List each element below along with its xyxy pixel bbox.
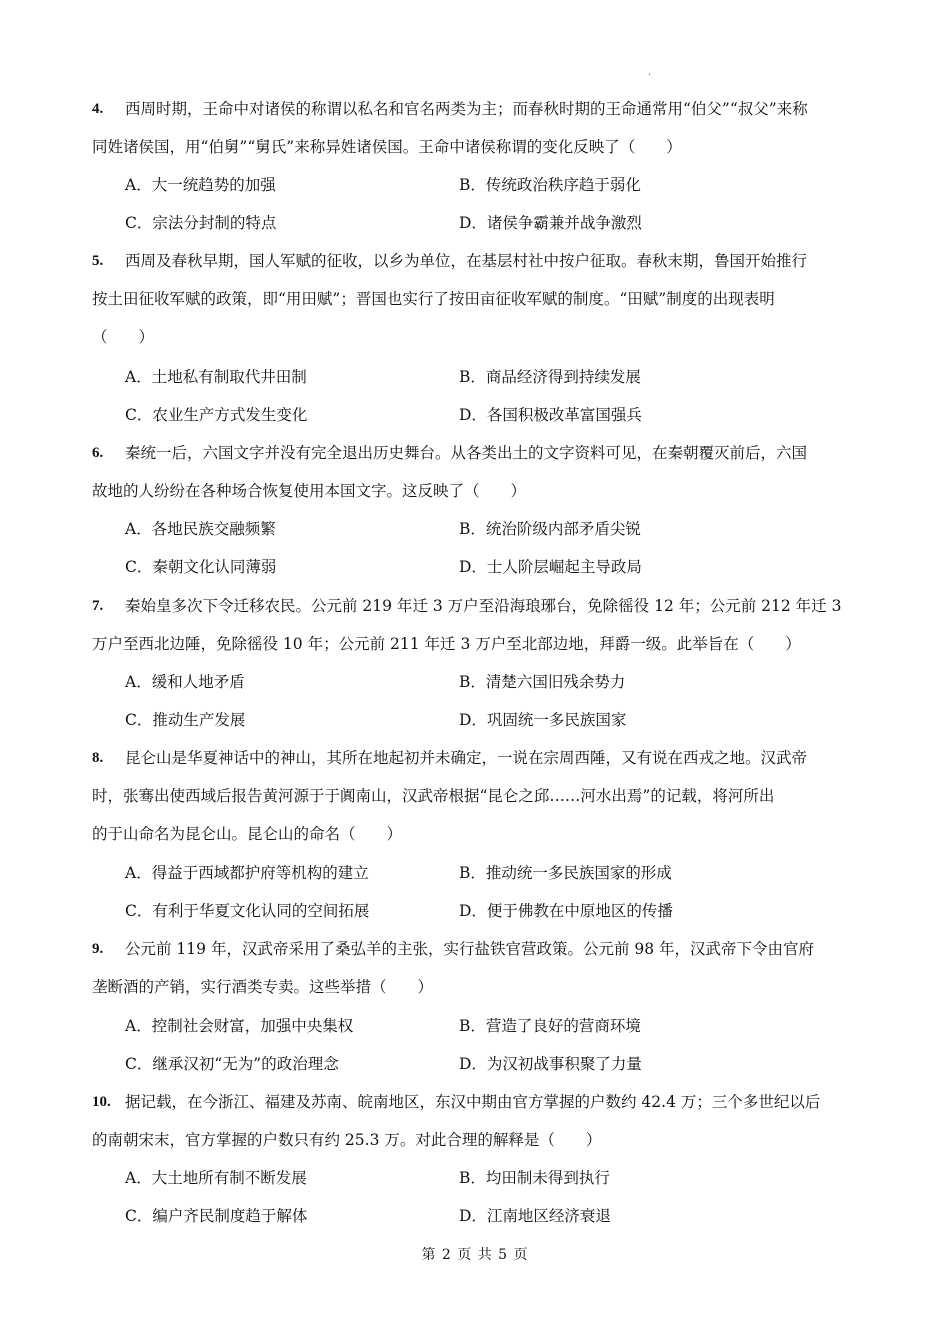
- option-row: [125, 1007, 860, 1045]
- page-footer: 第 2 页 共 5 页: [421, 1247, 529, 1263]
- option-a: A．得益于西域都护府等机构的建立: [125, 864, 369, 882]
- question-number: 9.: [92, 941, 104, 957]
- option-d: D．巩固统一多民族国家: [459, 711, 627, 729]
- stem-line: 西周时期，王命中对诸侯的称谓以私名和官名两类为主；而春秋时期的王命通常用“伯父”“叔父”来称: [125, 100, 808, 118]
- option-d: D．诸侯争霸兼并战争激烈: [459, 214, 642, 232]
- option-row: [125, 854, 860, 892]
- option-d: D．江南地区经济衰退: [459, 1207, 611, 1225]
- option-row: [125, 204, 860, 242]
- option-c: C．推动生产发展: [125, 711, 246, 729]
- question-number: 10.: [92, 1094, 111, 1110]
- option-a: A．缓和人地矛盾: [125, 673, 245, 691]
- option-row: [125, 1197, 860, 1235]
- option-b: B．清楚六国旧残余势力: [459, 673, 626, 691]
- question-stem: [92, 90, 860, 166]
- option-d: D．各国积极改革富国强兵: [459, 406, 642, 424]
- option-c: C．编户齐民制度趋于解体: [125, 1207, 308, 1225]
- option-row: [125, 358, 860, 396]
- question-stem: [92, 739, 860, 853]
- stem-line: 昆仑山是华夏神话中的神山，其所在地起初并未确定，一说在宗周西陲，又有说在西戎之地。汉武帝: [125, 749, 808, 767]
- stem-line: 据记载，在今浙江、福建及苏南、皖南地区，东汉中期由官方掌握的户数约 42.4 万；三个多世纪以后: [125, 1093, 821, 1111]
- stem-line: 垄断酒的产销，实行酒类专卖。这些举措（ ）: [92, 978, 434, 996]
- stem-line: （ ）: [92, 328, 155, 346]
- option-c: C．秦朝文化认同薄弱: [125, 558, 277, 576]
- question-stem: [92, 242, 860, 356]
- question-number: 4.: [92, 101, 104, 117]
- option-b: B．统治阶级内部矛盾尖锐: [459, 520, 641, 538]
- option-a: A．土地私有制取代井田制: [125, 368, 307, 386]
- stem-line: 公元前 119 年，汉武帝采用了桑弘羊的主张，实行盐铁官营政策。公元前 98 年，汉武帝下令由官府: [125, 940, 815, 958]
- option-row: [125, 1159, 860, 1197]
- stem-line: 秦始皇多次下令迁移农民。公元前 219 年迁 3 万户至沿海琅琊台，免除徭役 12 年；公元前 212 年迁 3: [125, 597, 842, 615]
- option-d: D．便于佛教在中原地区的传播: [459, 902, 673, 920]
- option-row: [125, 892, 860, 930]
- option-d: D．为汉初战事积聚了力量: [459, 1055, 642, 1073]
- question-stem: [92, 930, 860, 1006]
- option-a: A．大土地所有制不断发展: [125, 1169, 307, 1187]
- question-number: 6.: [92, 445, 104, 461]
- option-a: A．控制社会财富，加强中央集权: [125, 1017, 354, 1035]
- option-b: B．均田制未得到执行: [459, 1169, 610, 1187]
- question-number: 7.: [92, 598, 104, 614]
- option-d: D．士人阶层崛起主导政局: [459, 558, 642, 576]
- stem-line: 时，张骞出使西域后报告黄河源于于阗南山，汉武帝根据“昆仑之邱……河水出焉”的记载，将河所出: [92, 787, 775, 805]
- option-b: B．推动统一多民族国家的形成: [459, 864, 672, 882]
- option-row: [125, 663, 860, 701]
- option-row: [125, 166, 860, 204]
- option-c: C．继承汉初“无为”的政治理念: [125, 1055, 339, 1073]
- option-c: C．农业生产方式发生变化: [125, 406, 308, 424]
- question-stem: [92, 587, 860, 663]
- stem-line: 西周及春秋早期，国人军赋的征收，以乡为单位，在基层村社中按户征取。春秋末期，鲁国开始推行: [125, 252, 808, 270]
- option-c: C．宗法分封制的特点: [125, 214, 277, 232]
- stem-line: 的南朝宋末，官方掌握的户数只有约 25.3 万。对此合理的解释是（ ）: [92, 1131, 602, 1149]
- stem-line: 的于山命名为昆仑山。昆仑山的命名（ ）: [92, 825, 403, 843]
- option-row: [125, 701, 860, 739]
- option-b: B．营造了良好的营商环境: [459, 1017, 641, 1035]
- option-row: [125, 1045, 860, 1083]
- question-number: 5.: [92, 253, 104, 269]
- option-c: C．有利于华夏文化认同的空间拓展: [125, 902, 370, 920]
- stem-line: 按土田征收军赋的政策，即“用田赋”；晋国也实行了按田亩征收军赋的制度。“田赋”制度的出现表明: [92, 290, 775, 308]
- question-number: 8.: [92, 750, 104, 766]
- stem-line: 秦统一后，六国文字并没有完全退出历史舞台。从各类出土的文字资料可见，在秦朝覆灭前后，六国: [125, 444, 808, 462]
- page-mark: ·: [648, 70, 652, 81]
- option-a: A．各地民族交融频繁: [125, 520, 276, 538]
- option-row: [125, 510, 860, 548]
- option-a: A．大一统趋势的加强: [125, 176, 276, 194]
- option-b: B．商品经济得到持续发展: [459, 368, 641, 386]
- option-b: B．传统政治秩序趋于弱化: [459, 176, 641, 194]
- option-row: [125, 396, 860, 434]
- option-row: [125, 548, 860, 586]
- stem-line: 万户至西北边陲，免除徭役 10 年；公元前 211 年迁 3 万户至北部边地，拜爵一级。此举旨在（ ）: [92, 635, 801, 653]
- stem-line: 故地的人纷纷在各种场合恢复使用本国文字。这反映了（ ）: [92, 482, 527, 500]
- stem-line: 同姓诸侯国，用“伯舅”“舅氏”来称异姓诸侯国。王命中诸侯称谓的变化反映了（ ）: [92, 138, 682, 156]
- question-stem: [92, 434, 860, 510]
